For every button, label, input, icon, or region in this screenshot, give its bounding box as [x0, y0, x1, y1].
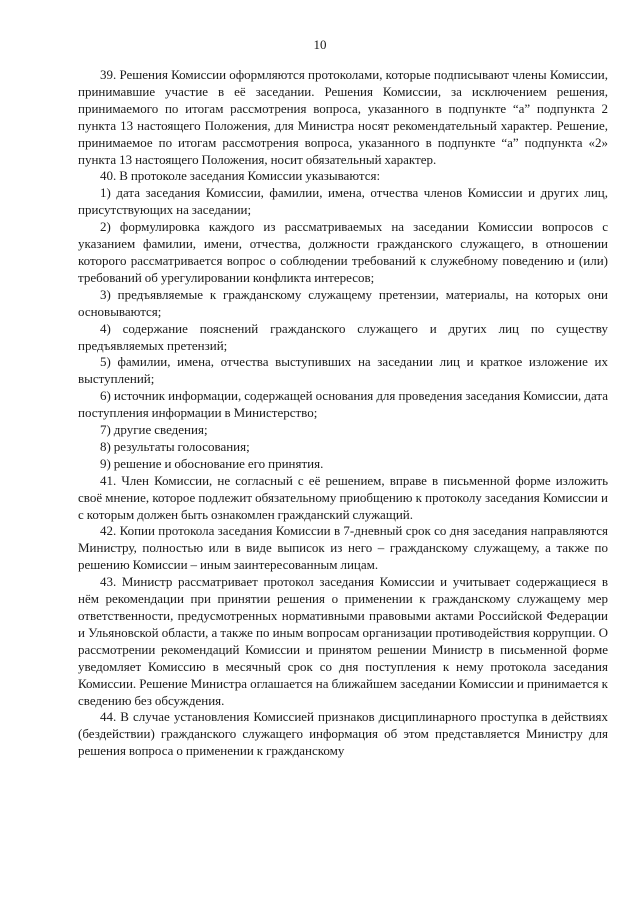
paragraph-40: 40. В протоколе заседания Комиссии указываются: [100, 168, 381, 184]
paragraph-43: 43. Министр рассматривает протокол заседания Комиссии и учитывает содержащиеся в нём рекомендации при принятии решения о применении к гражданскому служащему мер ответственности, предусмотренных нормативными правовыми актами Российской Федерации и Ульяновской области, а также по иным вопросам организации противодействия коррупции. О рассмотрении рекомендаций Комиссии и принятом решении Министр в письменной форме уведомляет Комиссию в месячный срок со дня поступления к нему протокола заседания Комиссии. Решение Министра оглашается на ближайшем заседании Комиссии и принимается к сведению без обсуждения. [78, 574, 608, 708]
list-item-3: 3) предъявляемые к гражданскому служащему претензии, материалы, на которых они основываются; [78, 286, 608, 319]
list-item-5: 5) фамилии, имена, отчества выступивших на заседании лиц и краткое изложение их выступлений; [78, 354, 608, 387]
list-item-1: 1) дата заседания Комиссии, фамилии, имена, отчества членов Комиссии и других лиц, присутствующих на заседании; [78, 185, 608, 218]
paragraph-44: 44. В случае установления Комиссией признаков дисциплинарного проступка в действиях (бездействии) гражданского служащего информация об этом представляется Министру для решения вопроса о применении к гражданскому [78, 709, 608, 759]
list-item-8: 8) результаты голосования; [100, 438, 250, 454]
list-item-6: 6) источник информации, содержащей основания для проведения заседания Комиссии, дата поступления информации в Министерство; [78, 388, 608, 421]
document-body [78, 67, 608, 760]
list-item-9: 9) решение и обоснование его принятия. [100, 455, 324, 471]
list-item-4: 4) содержание пояснений гражданского служащего и других лиц по существу предъявляемых претензий; [78, 320, 608, 353]
paragraph-42: 42. Копии протокола заседания Комиссии в 7-дневный срок со дня заседания направляются Министру, полностью или в виде выписок из него – гражданскому служащему, а также по решению Комиссии – иным заинтересованным лицам. [78, 523, 608, 573]
paragraph-41: 41. Член Комиссии, не согласный с её решением, вправе в письменной форме изложить своё мнение, которое подлежит обязательному приобщению к протоколу заседания Комиссии и с которым должен быть ознакомлен гражданский служащий. [78, 472, 608, 522]
list-item-7: 7) другие сведения; [100, 422, 208, 438]
list-item-2: 2) формулировка каждого из рассматриваемых на заседании Комиссии вопросов с указанием фамилии, имени, отчества, должности гражданского служащего, в отношении которого рассматривается вопрос о соблюдении требований к служебному поведению и (или) требований об урегулировании конфликта интересов; [78, 219, 608, 285]
page-number: 10 [313, 37, 327, 52]
paragraph-39: 39. Решения Комиссии оформляются протоколами, которые подписывают члены Комиссии, принимавшие участие в её заседании. Решения Комиссии, за исключением решения, принимаемого по итогам рассмотрения вопроса, указанного в подпункте “а” подпункта 2 пункта 13 настоящего Положения, для Министра носят рекомендательный характер. Решение, принимаемое по итогам рассмотрения вопроса, указанного в подпункте “а” подпункта «2» пункта 13 настоящего Положения, носит обязательный характер. [78, 67, 608, 167]
